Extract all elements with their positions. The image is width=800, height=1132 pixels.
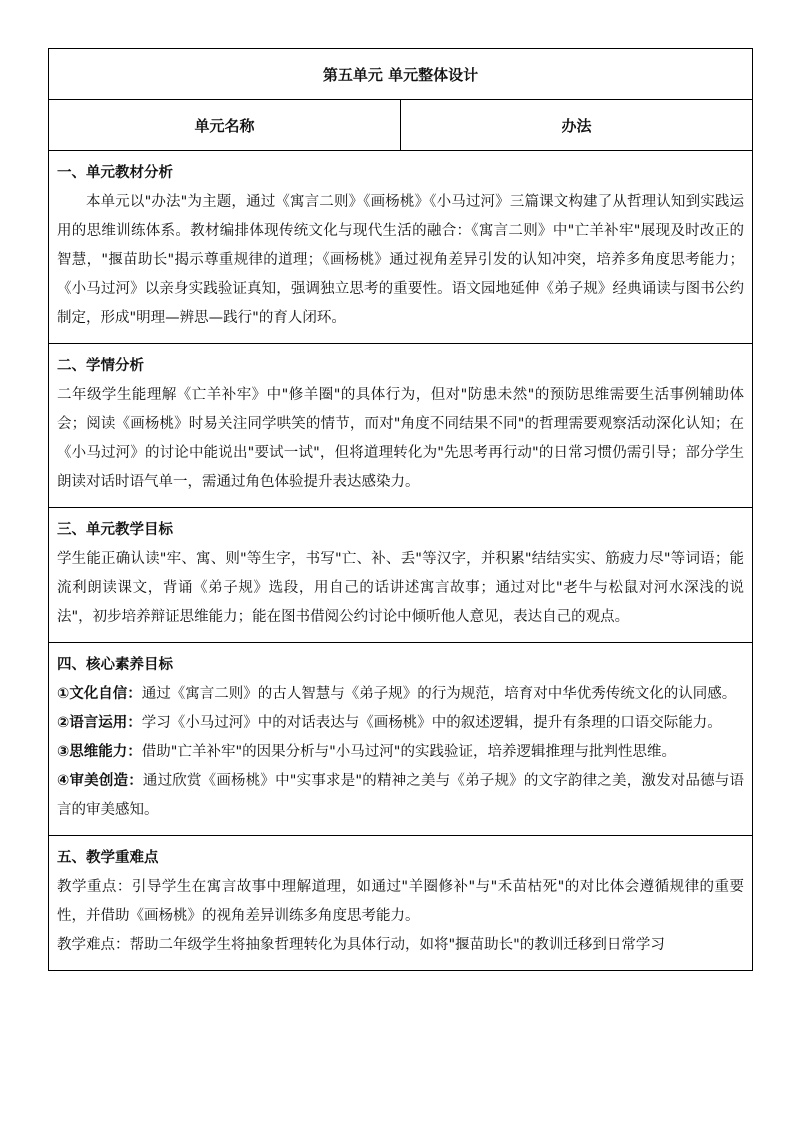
difficulty-text: 教学难点：帮助二年级学生将抽象哲理转化为具体行动，如将"揠苗助长"的教训迁移到日常学习 bbox=[57, 937, 665, 953]
section-body: 二年级学生能理解《亡羊补牢》中"修羊圈"的具体行为，但对"防患未然"的预防思维需要生活事例辅助体会；阅读《画杨桃》时易关注同学哄笑的情节，而对"角度不同结果不同"的哲理需要观察活动深化认知；在《小马过河》的讨论中能说出"要试一试"，但将道理转化为"先思考再行动"的日常习惯仍需引导；部分学生朗读对话时语气单一，需通过角色体验提升表达感染力。 bbox=[57, 387, 745, 490]
section-teaching-goals bbox=[49, 508, 753, 643]
item-label: ②语言运用： bbox=[57, 715, 142, 731]
table-title: 第五单元 单元整体设计 bbox=[49, 49, 753, 100]
section-heading: 三、单元教学目标 bbox=[57, 522, 173, 538]
item-text: 学习《小马过河》中的对话表达与《画杨桃》中的叙述逻辑，提升有条理的口语交际能力。 bbox=[141, 715, 722, 731]
section-heading: 一、单元教材分析 bbox=[57, 165, 173, 181]
header-method: 办法 bbox=[401, 100, 753, 151]
header-unit-name: 单元名称 bbox=[49, 100, 401, 151]
section-core-literacy bbox=[49, 643, 753, 836]
item-text: 通过欣赏《画杨桃》中"实事求是"的精神之美与《弟子规》的文字韵律之美，激发对品德与语言的审美感知。 bbox=[57, 773, 745, 818]
item-label: ③思维能力： bbox=[57, 744, 142, 760]
item-label: ④审美创造： bbox=[57, 773, 143, 789]
item-label: ①文化自信： bbox=[57, 686, 142, 702]
section-key-difficulties bbox=[49, 836, 753, 971]
item-text: 借助"亡羊补牢"的因果分析与"小马过河"的实践验证，培养逻辑推理与批判性思维。 bbox=[141, 744, 676, 760]
literacy-item-language bbox=[57, 709, 744, 738]
literacy-item-thinking bbox=[57, 738, 744, 767]
section-heading: 五、教学重难点 bbox=[57, 850, 159, 866]
document-page bbox=[48, 48, 752, 971]
section-heading: 二、学情分析 bbox=[57, 358, 144, 374]
section-learner-analysis bbox=[49, 344, 753, 508]
section-body: 学生能正确认读"牢、寓、则"等生字，书写"亡、补、丢"等汉字，并积累"结结实实、筋疲力尽"等词语；能流利朗读课文，背诵《弟子规》选段，用自己的话讲述寓言故事；通过对比"老牛与松鼠对河水深浅的说法"，初步培养辩证思维能力；能在图书借阅公约讨论中倾听他人意见，表达自己的观点。 bbox=[57, 551, 745, 625]
section-heading: 四、核心素养目标 bbox=[57, 657, 173, 673]
section-body: 本单元以"办法"为主题，通过《寓言二则》《画杨桃》《小马过河》三篇课文构建了从哲理认知到实践运用的思维训练体系。教材编排体现传统文化与现代生活的融合：《寓言二则》中"亡羊补牢"展现及时改正的智慧，"揠苗助长"揭示尊重规律的道理；《画杨桃》通过视角差异引发的认知冲突，培养多角度思考能力；《小马过河》以亲身实践验证真知，强调独立思考的重要性。语文园地延伸《弟子规》经典诵读与图书公约制定，形成"明理—辨思—践行"的育人闭环。 bbox=[57, 194, 745, 326]
item-text: 通过《寓言二则》的古人智慧与《弟子规》的行为规范，培育对中华优秀传统文化的认同感。 bbox=[141, 686, 737, 702]
literacy-item-aesthetics bbox=[57, 767, 744, 825]
key-point-text: 教学重点：引导学生在寓言故事中理解道理，如通过"羊圈修补"与"禾苗枯死"的对比体会遵循规律的重要性，并借助《画杨桃》的视角差异训练多角度思考能力。 bbox=[57, 879, 745, 924]
section-textbook-analysis bbox=[49, 151, 753, 344]
unit-design-table bbox=[48, 48, 753, 971]
literacy-item-culture bbox=[57, 680, 744, 709]
